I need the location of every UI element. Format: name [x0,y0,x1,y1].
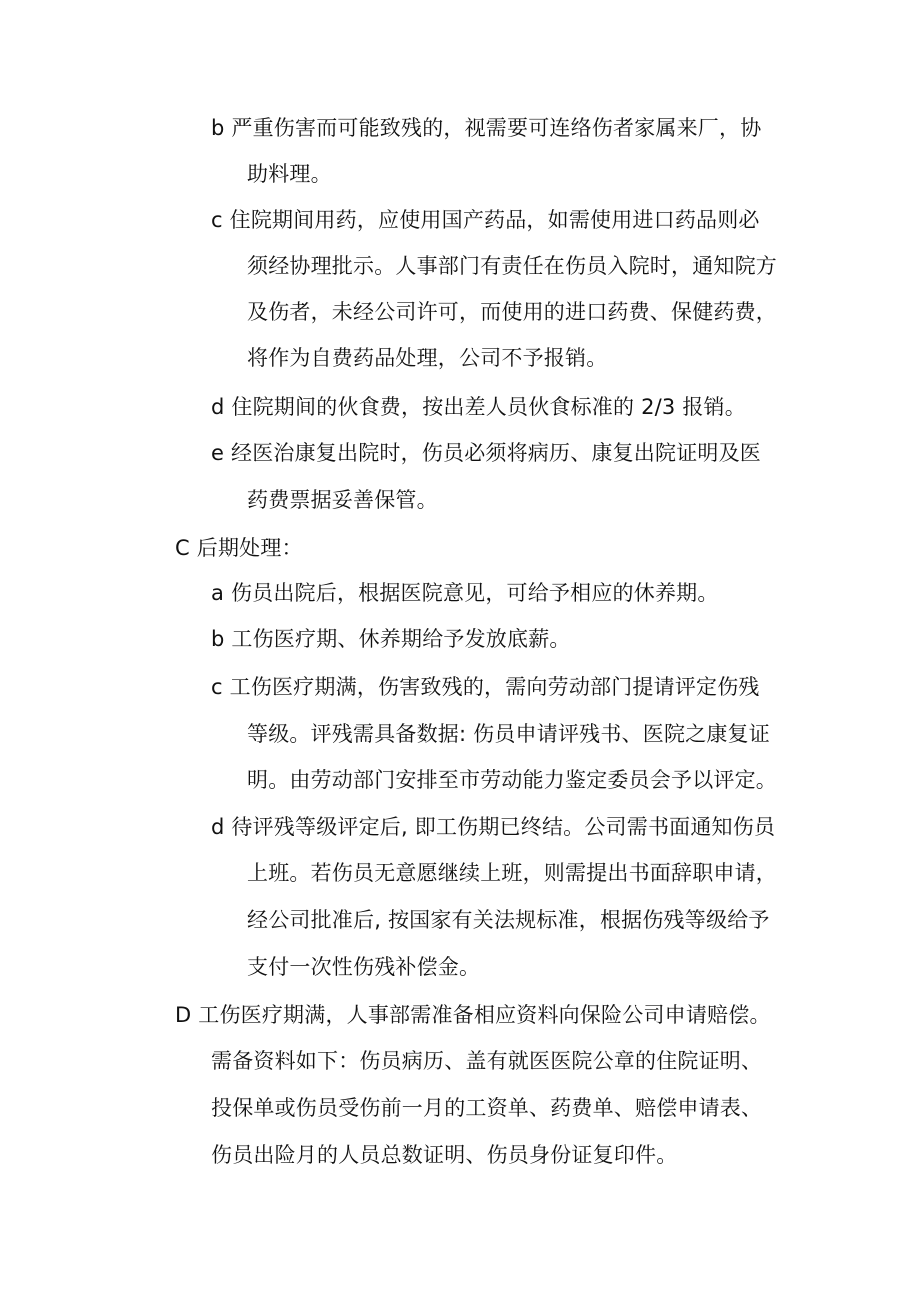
section-d-line-4: 伤员出险月的人员总数证明、伤员身份证复印件。 [211,1143,678,1167]
section-c-item-c-line-3: 明。由劳动部门安排至市劳动能力鉴定委员会予以评定。 [247,768,777,792]
section-c-item-d-line-4: 支付一次性伤残补偿金。 [247,955,481,979]
item-c-line-1: c 住院期间用药，应使用国产药品，如需使用进口药品则必 [211,208,760,232]
item-c-line-3: 及伤者，未经公司许可，而使用的进口药费、保健药费， [247,300,777,324]
section-c-item-b: b 工伤医疗期、休养期给予发放底薪。 [211,627,571,651]
item-d-line-1: d 住院期间的伙食费，按出差人员伙食标准的 2/3 报销。 [211,395,746,419]
section-d-line-3: 投保单或伤员受伤前一月的工资单、药费单、赔偿申请表、 [211,1096,763,1120]
section-c-item-a: a 伤员出院后，根据医院意见，可给予相应的休养期。 [211,581,719,605]
item-c-line-2: 须经协理批示。人事部门有责任在伤员入院时，通知院方 [247,254,777,278]
item-b-line-1: b 严重伤害而可能致残的，视需要可连络伤者家属来厂，协 [211,116,762,140]
section-d-line-1: D 工伤医疗期满，人事部需准备相应资料向保险公司申请赔偿。 [175,1003,771,1027]
item-e-line-2: 药费票据妥善保管。 [247,488,438,512]
section-c-item-d-line-2: 上班。若伤员无意愿继续上班，则需提出书面辞职申请， [247,861,777,885]
item-e-line-1: e 经医治康复出院时，伤员必须将病历、康复出院证明及医 [211,441,761,465]
section-c-item-d-line-3: 经公司批准后, 按国家有关法规标准，根据伤残等级给予 [247,908,770,932]
section-c-item-c-line-1: c 工伤医疗期满，伤害致残的，需向劳动部门提请评定伤残 [211,675,760,699]
item-c-line-4: 将作为自费药品处理，公司不予报销。 [247,346,608,370]
section-d-line-2: 需备资料如下：伤员病历、盖有就医医院公章的住院证明、 [211,1049,763,1073]
section-c-item-c-line-2: 等级。评残需具备数据: 伤员申请评残书、医院之康复证 [247,722,770,746]
section-c-heading: C 后期处理： [175,536,303,560]
section-c-item-d-line-1: d 待评残等级评定后, 即工伤期已终结。公司需书面通知伤员 [211,815,776,839]
item-b-line-2: 助料理。 [247,162,332,186]
